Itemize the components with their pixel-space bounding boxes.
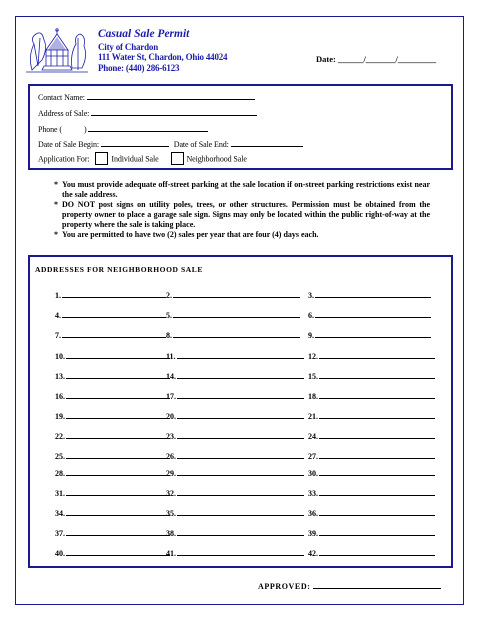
address-number: 40. — [55, 549, 65, 558]
application-label: Application For: — [38, 154, 90, 164]
neighborhood-sale-label: Neighborhood Sale — [186, 154, 247, 164]
address-field[interactable] — [177, 410, 304, 419]
address-line[interactable] — [308, 450, 435, 461]
address-number: 31. — [55, 489, 65, 498]
address-field[interactable] — [66, 390, 170, 399]
phone-label: Phone ( — [38, 125, 62, 134]
address-field[interactable] — [173, 329, 300, 338]
address-field[interactable] — [173, 289, 300, 298]
bullet-star: * — [54, 180, 58, 189]
end-date-field[interactable] — [231, 138, 303, 147]
address-field[interactable] — [66, 487, 170, 496]
address-line[interactable] — [166, 289, 300, 300]
address-line[interactable] — [166, 390, 304, 401]
address-number: 25. — [55, 452, 65, 461]
address-line[interactable] — [308, 467, 435, 478]
address-field[interactable] — [177, 450, 304, 459]
address-field[interactable] — [66, 507, 170, 516]
approval-row — [258, 580, 441, 591]
address-line[interactable] — [166, 547, 304, 558]
address-number: 19. — [55, 412, 65, 421]
address-field[interactable] — [62, 309, 166, 318]
individual-sale-checkbox[interactable] — [95, 152, 108, 165]
address-field[interactable] — [177, 547, 304, 556]
address-number: 28. — [55, 469, 65, 478]
address-field[interactable] — [319, 487, 435, 496]
begin-date-field[interactable] — [101, 138, 169, 147]
address-line[interactable] — [308, 329, 431, 340]
address-number: 27. — [308, 452, 318, 461]
address-line[interactable] — [308, 527, 435, 538]
address-number: 16. — [55, 392, 65, 401]
address-field[interactable] — [315, 309, 431, 318]
address-field[interactable] — [319, 390, 435, 399]
address-number: 3. — [308, 291, 314, 300]
address-field[interactable] — [177, 430, 304, 439]
address-line[interactable] — [308, 487, 435, 498]
address-line[interactable] — [55, 467, 170, 478]
address-field[interactable] — [177, 370, 304, 379]
address-field[interactable] — [66, 430, 170, 439]
address-line[interactable] — [55, 487, 170, 498]
address-line[interactable] — [55, 547, 170, 558]
address-number: 32. — [166, 489, 176, 498]
address-field[interactable] — [319, 350, 435, 359]
address-number: 12. — [308, 352, 318, 361]
begin-date-label: Date of Sale Begin: — [38, 140, 99, 149]
address-field[interactable] — [66, 410, 170, 419]
address-number: 37. — [55, 529, 65, 538]
instruction-item — [54, 230, 430, 240]
address-line[interactable] — [308, 547, 435, 558]
address-number: 29. — [166, 469, 176, 478]
address-line[interactable] — [166, 410, 304, 421]
individual-sale-label: Individual Sale — [111, 154, 159, 164]
bullet-star: * — [54, 200, 58, 209]
address-line[interactable] — [55, 527, 170, 538]
address-number: 2. — [166, 291, 172, 300]
address-number: 42. — [308, 549, 318, 558]
address-line[interactable] — [166, 370, 304, 381]
address-line[interactable] — [166, 450, 304, 461]
address-line[interactable] — [55, 410, 170, 421]
address-number: 7. — [55, 331, 61, 340]
address-line[interactable] — [55, 309, 166, 320]
address-line[interactable] — [55, 329, 166, 340]
address-line[interactable] — [166, 309, 300, 320]
address-number: 22. — [55, 432, 65, 441]
address-line[interactable] — [55, 289, 166, 300]
address-field[interactable] — [319, 507, 435, 516]
city-name: City of Chardon — [98, 42, 159, 52]
address-field[interactable] — [319, 430, 435, 439]
address-number: 34. — [55, 509, 65, 518]
address-number: 38. — [166, 529, 176, 538]
phone-paren: ) — [83, 125, 87, 134]
phone-row — [38, 123, 208, 134]
address-field[interactable] — [66, 370, 170, 379]
address-line[interactable] — [166, 467, 304, 478]
sale-dates-row — [38, 138, 303, 149]
address-number: 1. — [55, 291, 61, 300]
instruction-item — [54, 200, 430, 230]
address-number: 23. — [166, 432, 176, 441]
application-row — [38, 153, 247, 166]
instructions-list — [54, 180, 430, 240]
address-field[interactable] — [66, 450, 170, 459]
address-field[interactable] — [66, 547, 170, 556]
address-line[interactable] — [166, 430, 304, 441]
approved-signature-field[interactable] — [313, 580, 441, 589]
address-field[interactable] — [319, 527, 435, 536]
address-line[interactable] — [308, 430, 435, 441]
bullet-star: * — [54, 230, 58, 239]
address-number: 18. — [308, 392, 318, 401]
address-number: 33. — [308, 489, 318, 498]
address-field[interactable] — [315, 329, 431, 338]
address-field[interactable] — [319, 467, 435, 476]
address-number: 41. — [166, 549, 176, 558]
address-field[interactable] — [66, 350, 170, 359]
address-number: 8. — [166, 331, 172, 340]
address-line[interactable] — [166, 487, 304, 498]
contact-info-box — [28, 84, 453, 170]
form-title: Casual Sale Permit — [98, 28, 190, 40]
address-number: 17. — [166, 392, 176, 401]
phone-field[interactable] — [88, 123, 208, 132]
address-line[interactable] — [308, 289, 431, 300]
address-line[interactable] — [166, 329, 300, 340]
gazebo-logo-icon — [24, 26, 90, 76]
date-field[interactable]: Date: ______/_______/_________ — [316, 54, 437, 64]
address-field[interactable] — [315, 289, 431, 298]
address-field[interactable] — [319, 410, 435, 419]
address-number: 5. — [166, 311, 172, 320]
addresses-title: ADDRESSES FOR NEIGHBORHOOD SALE — [35, 265, 204, 274]
address-field[interactable] — [319, 370, 435, 379]
address-line[interactable] — [166, 350, 304, 361]
address-field[interactable] — [177, 507, 304, 516]
city-phone: Phone: (440) 286-6123 — [98, 63, 180, 73]
address-field[interactable] — [319, 450, 435, 459]
address-number: 4. — [55, 311, 61, 320]
address-field[interactable] — [62, 289, 166, 298]
address-field[interactable] — [177, 390, 304, 399]
sale-address-label: Address of Sale: — [38, 109, 90, 118]
address-number: 13. — [55, 372, 65, 381]
contact-name-field[interactable] — [87, 91, 255, 100]
address-field[interactable] — [177, 350, 304, 359]
address-line[interactable] — [308, 309, 431, 320]
address-line[interactable] — [308, 370, 435, 381]
address-field[interactable] — [62, 329, 166, 338]
address-field[interactable] — [177, 487, 304, 496]
address-field[interactable] — [173, 309, 300, 318]
end-date-label: Date of Sale End: — [173, 140, 229, 149]
sale-address-field[interactable] — [91, 107, 257, 116]
address-number: 10. — [55, 352, 65, 361]
address-number: 11. — [166, 352, 176, 361]
address-number: 26. — [166, 452, 176, 461]
address-line[interactable] — [166, 507, 304, 518]
address-number: 24. — [308, 432, 318, 441]
address-field[interactable] — [177, 467, 304, 476]
address-line[interactable] — [308, 390, 435, 401]
address-line[interactable] — [55, 507, 170, 518]
address-number: 9. — [308, 331, 314, 340]
city-address: 111 Water St, Chardon, Ohio 44024 — [98, 52, 228, 62]
address-number: 6. — [308, 311, 314, 320]
sale-address-row — [38, 107, 257, 118]
address-line[interactable] — [55, 430, 170, 441]
address-number: 20. — [166, 412, 176, 421]
instruction-item — [54, 180, 430, 200]
neighborhood-addresses-box — [28, 255, 453, 568]
instruction-text: You are permitted to have two (2) sales per year that are four (4) days each. — [62, 230, 319, 239]
address-number: 14. — [166, 372, 176, 381]
address-line[interactable] — [55, 390, 170, 401]
address-line[interactable] — [308, 350, 435, 361]
neighborhood-sale-checkbox[interactable] — [171, 152, 184, 165]
address-field[interactable] — [177, 527, 304, 536]
address-number: 36. — [308, 509, 318, 518]
address-field[interactable] — [319, 547, 435, 556]
address-line[interactable] — [308, 410, 435, 421]
address-number: 39. — [308, 529, 318, 538]
instruction-text: You must provide adequate off-street parking at the sale location if on-street parking restrictions exist near the sale address. — [62, 180, 430, 199]
instruction-text: DO NOT post signs on utility poles, trees, or other structures. Permission must be obtained from the property owner to place a garage sale sign. Signs may only be located within the public right-of-way at the property where the sale is taking place. — [62, 200, 430, 229]
address-number: 21. — [308, 412, 318, 421]
address-number: 35. — [166, 509, 176, 518]
approved-label: APPROVED: — [258, 582, 311, 591]
address-line[interactable] — [166, 527, 304, 538]
address-line[interactable] — [308, 507, 435, 518]
address-line[interactable] — [55, 370, 170, 381]
address-number: 30. — [308, 469, 318, 478]
address-field[interactable] — [66, 467, 170, 476]
address-line[interactable] — [55, 450, 170, 461]
contact-name-row — [38, 91, 255, 102]
address-field[interactable] — [66, 527, 170, 536]
address-line[interactable] — [55, 350, 170, 361]
contact-name-label: Contact Name: — [38, 93, 85, 102]
address-number: 15. — [308, 372, 318, 381]
